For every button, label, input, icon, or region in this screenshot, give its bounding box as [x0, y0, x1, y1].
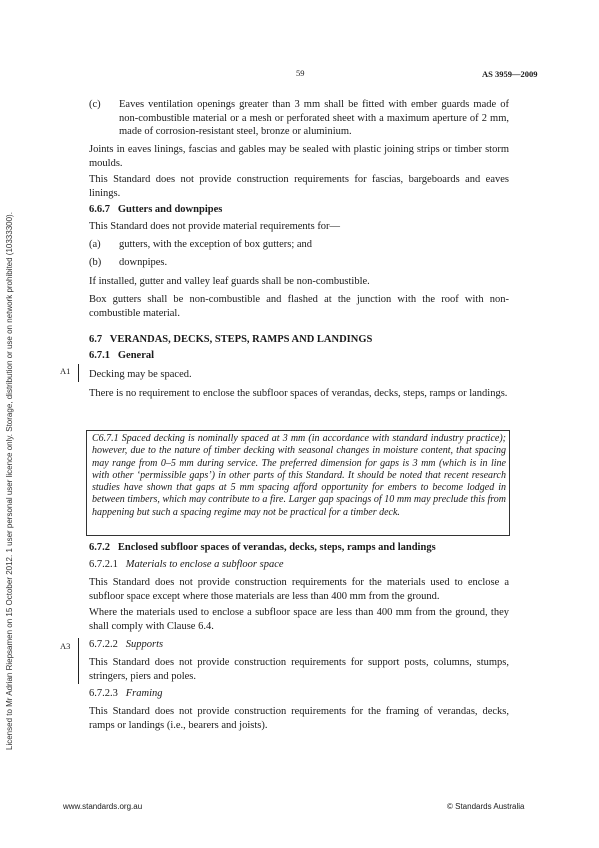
item-c-label: (c) [89, 99, 101, 110]
amendment-bar-a1 [78, 364, 79, 382]
section-6-7-2-3-heading [89, 687, 509, 701]
standard-id: AS 3959—2009 [482, 69, 538, 79]
page-number: 59 [296, 68, 305, 78]
fascias-paragraph: This Standard does not provide construction requirements for fascias, bargeboards and eaves linings. [89, 174, 509, 199]
item-a-label: (a) [89, 239, 101, 250]
section-6-6-7-heading: 6.6.7 Gutters and downpipes [89, 204, 223, 215]
item-b-label: (b) [89, 257, 102, 268]
leaf-guards-paragraph: If installed, gutter and valley leaf guards shall be non-combustible. [89, 276, 370, 287]
section-6-7-2-2-title: Supports [125, 639, 164, 650]
section-6-7-1-heading: 6.7.1 General [89, 350, 155, 361]
section-6-7-2-1-paragraph-1: This Standard does not provide construction requirements for the materials used to enclose a subfloor space except where those materials are less than 400 mm from the ground. [89, 577, 509, 602]
footer-website: www.standards.org.au [63, 802, 143, 811]
section-6-6-7-intro: This Standard does not provide material requirements for— [89, 221, 341, 232]
section-6-7-2-3-title: Framing [125, 688, 163, 699]
section-6-7-heading: 6.7 VERANDAS, DECKS, STEPS, RAMPS AND LANDINGS [89, 334, 373, 345]
amendment-marker-a3: A3 [60, 641, 71, 651]
enclose-paragraph: There is no requirement to enclose the subfloor spaces of verandas, decks, steps, ramps or landings. [89, 388, 508, 399]
section-6-7-2-3-paragraph: This Standard does not provide construction requirements for the framing of verandas, decks, ramps or landings (i.e., bearers and joists). [89, 706, 509, 731]
item-c-text: Eaves ventilation openings greater than 3 mm shall be fitted with ember guards made of non-combustible material or a mesh or perforated sheet with a maximum aperture of 2 mm, made of corrosion-resistant steel, bronze or aluminium. [119, 99, 509, 137]
commentary-c6-7-1: C6.7.1 Spaced decking is nominally spaced at 3 mm (in accordance with standard industry practice); however, due to the nature of timber decking with seasonal changes in moisture content, that spacing may range from 0–5 mm during service. The preferred dimension for gaps is 3 mm (which is in line with other ‘permissible gaps’) in other parts of this Standard. It should be noted that recent research studies have shown that gaps at 5 mm spacing afford opportunity for embers to become lodged in between timbers, which may contribute to a fire. Larger gap spacings of 10 mm may preclude this from happening but such a spacing regime may not be practical for a timber deck. [92, 433, 506, 518]
section-6-7-2-heading: 6.7.2 Enclosed subfloor spaces of verandas, decks, steps, ramps and landings [89, 542, 436, 553]
decking-paragraph: Decking may be spaced. [89, 369, 192, 380]
amendment-marker-a1: A1 [60, 366, 71, 376]
section-6-7-2-2-paragraph: This Standard does not provide construction requirements for support posts, columns, stumps, stringers, piers and poles. [89, 657, 509, 682]
item-a-text: gutters, with the exception of box gutters; and [119, 239, 313, 250]
section-6-7-2-2-number: 6.7.2.2 [89, 639, 118, 650]
amendment-bar-a3 [78, 638, 79, 684]
footer-publisher: © Standards Australia [447, 802, 525, 811]
item-b-text: downpipes. [119, 257, 168, 268]
licence-side-note: Licensed to Mr Adrian Riepsamen on 15 October 2012. 1 user personal user licence only. Storage, distribution or use on network prohibited (10333300). [5, 212, 14, 750]
section-6-7-2-1-paragraph-2: Where the materials used to enclose a subfloor space are less than 400 mm from the ground, they shall comply with Clause 6.4. [89, 607, 509, 632]
section-6-7-2-2-heading [89, 638, 509, 652]
section-6-7-2-1-title: Materials to enclose a subfloor space [125, 559, 284, 570]
section-6-7-2-3-number: 6.7.2.3 [89, 688, 118, 699]
joints-paragraph: Joints in eaves linings, fascias and gables may be sealed with plastic joining strips or timber storm moulds. [89, 144, 509, 169]
section-6-7-2-1-heading [89, 558, 509, 572]
box-gutters-paragraph: Box gutters shall be non-combustible and flashed at the junction with the roof with non-combustible material. [89, 294, 509, 319]
section-6-7-2-1-number: 6.7.2.1 [89, 559, 118, 570]
